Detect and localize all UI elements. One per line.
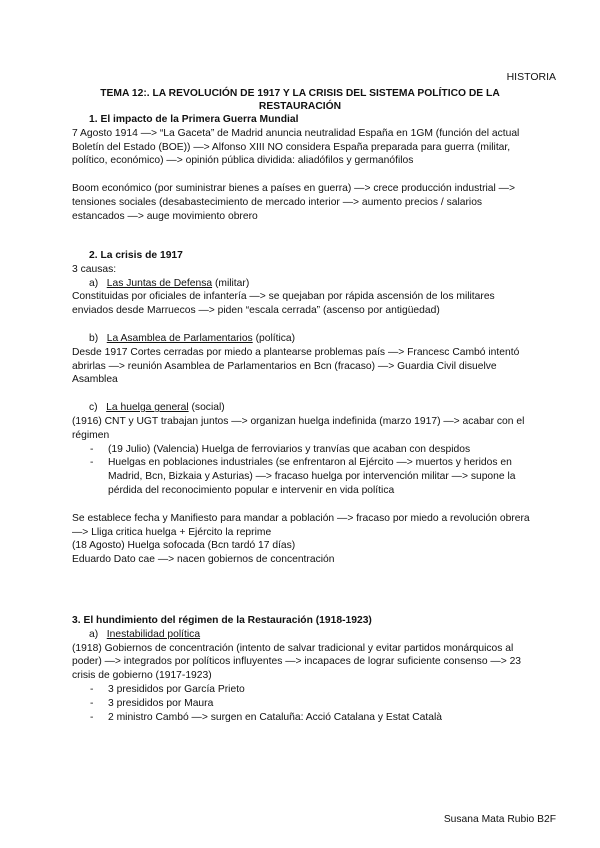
section-3-a-text: (1918) Gobiernos de concentración (intento de salvar tradicional y evitar partidos monárquicos al poder) —> integrados por políticos influyentes —> incapaces de lograr suficiente consenso —> 23 crisis de gobierno (1917-1923) bbox=[72, 642, 522, 682]
cause-b-title: La Asamblea de Parlamentarios bbox=[106, 332, 253, 344]
cause-a-tag: (militar) bbox=[212, 277, 250, 289]
cause-a-text: Constituidas por oficiales de infantería —> se quejaban por rápida ascensión de los militares enviados desde Marruecos —> piden “escala cerrada” (ascenso por antigüedad) bbox=[72, 291, 495, 317]
cause-b-text: Desde 1917 Cortes cerradas por miedo a plantearse problemas país —> Francesc Cambó intentó abrirlas —> reunión Asamblea de Parlamentarios en Bcn (fracaso) —> Guardia Civil disuelve Asamblea bbox=[72, 346, 520, 386]
cause-b-tag: (política) bbox=[252, 332, 296, 344]
section-3-heading: 3. El hundimiento del régimen de la Restauración (1918-1923) bbox=[72, 615, 372, 626]
page-title bbox=[72, 87, 528, 113]
list-item: - (19 Julio) (Valencia) Huelga de ferroviarios y tranvías que acaban con despidos bbox=[72, 443, 532, 457]
section-2 bbox=[72, 249, 532, 567]
cause-b-marker: b) bbox=[89, 332, 99, 344]
section-1-heading: 1. El impacto de la Primera Guerra Mundial bbox=[89, 114, 299, 125]
cause-c-list bbox=[72, 443, 532, 498]
section-3 bbox=[72, 614, 532, 724]
cause-c-marker: c) bbox=[89, 402, 98, 414]
section-2-intro: 3 causas: bbox=[72, 263, 117, 275]
cause-c-text: (1916) CNT y UGT trabajan juntos —> organizan huelga indefinida (marzo 1917) —> acabar con el régimen bbox=[72, 415, 525, 441]
list-item: - Huelgas en poblaciones industriales (se enfrentaron al Ejército —> muertos y heridos en Madrid, Bcn, Bizkaia y Asturias) —> fracaso huelga por intervención militar —> supone la pérdida del reconocimiento popular e intervenir en vida política bbox=[72, 456, 532, 497]
section-2-heading: 2. La crisis de 1917 bbox=[89, 250, 183, 261]
author-footer: Susana Mata Rubio B2F bbox=[443, 814, 556, 825]
section-1-paragraph-1: 7 Agosto 1914 —> “La Gaceta” de Madrid anuncia neutralidad España en 1GM (función del actual Boletín del Estado (BOE)) —> Alfonso XIII NO considera España preparada para guerra (militar, político, económico) —> opinión pública dividida: aliadófilos y germanófilos bbox=[72, 127, 520, 167]
cause-a-heading bbox=[72, 277, 532, 291]
cause-c-title: La huelga general bbox=[106, 402, 189, 414]
section-3-a-list bbox=[72, 683, 532, 724]
cause-b-heading bbox=[72, 332, 532, 346]
closing-line-3: Eduardo Dato cae —> nacen gobiernos de concentración bbox=[72, 554, 335, 566]
title-line-2: RESTAURACIÓN bbox=[258, 101, 342, 112]
closing-line-1: Se establece fecha y Manifiesto para mandar a población —> fracaso por miedo a revolución obrera —> Lliga critica huelga + Ejército la reprime bbox=[72, 512, 530, 538]
title-line-1: TEMA 12:. LA REVOLUCIÓN DE 1917 Y LA CRISIS DEL SISTEMA POLÍTICO DE LA bbox=[100, 88, 500, 99]
cause-c-heading bbox=[72, 401, 532, 415]
cause-c-tag: (social) bbox=[188, 402, 225, 414]
list-item: - 3 presididos por García Prieto bbox=[72, 683, 532, 697]
section-3-a-heading bbox=[72, 628, 532, 642]
closing-line-2: (18 Agosto) Huelga sofocada (Bcn tardó 17 días) bbox=[72, 540, 296, 552]
section-1-paragraph-2: Boom económico (por suministrar bienes a países en guerra) —> crece producción industrial —> tensiones sociales (desabastecimiento de mercado interior —> aumento precios / salarios estancados —> auge movimiento obrero bbox=[72, 183, 515, 222]
cause-a-title: Las Juntas de Defensa bbox=[106, 277, 213, 289]
list-item: - 3 presididos por Maura bbox=[72, 697, 532, 711]
section-3-a-marker: a) bbox=[89, 628, 99, 640]
list-item: - 2 ministro Cambó —> surgen en Cataluña: Acció Catalana y Estat Català bbox=[72, 711, 532, 725]
subject-label: HISTORIA bbox=[506, 71, 556, 83]
section-1 bbox=[72, 113, 532, 224]
section-3-a-title: Inestabilidad política bbox=[106, 628, 201, 640]
cause-a-marker: a) bbox=[89, 277, 99, 289]
